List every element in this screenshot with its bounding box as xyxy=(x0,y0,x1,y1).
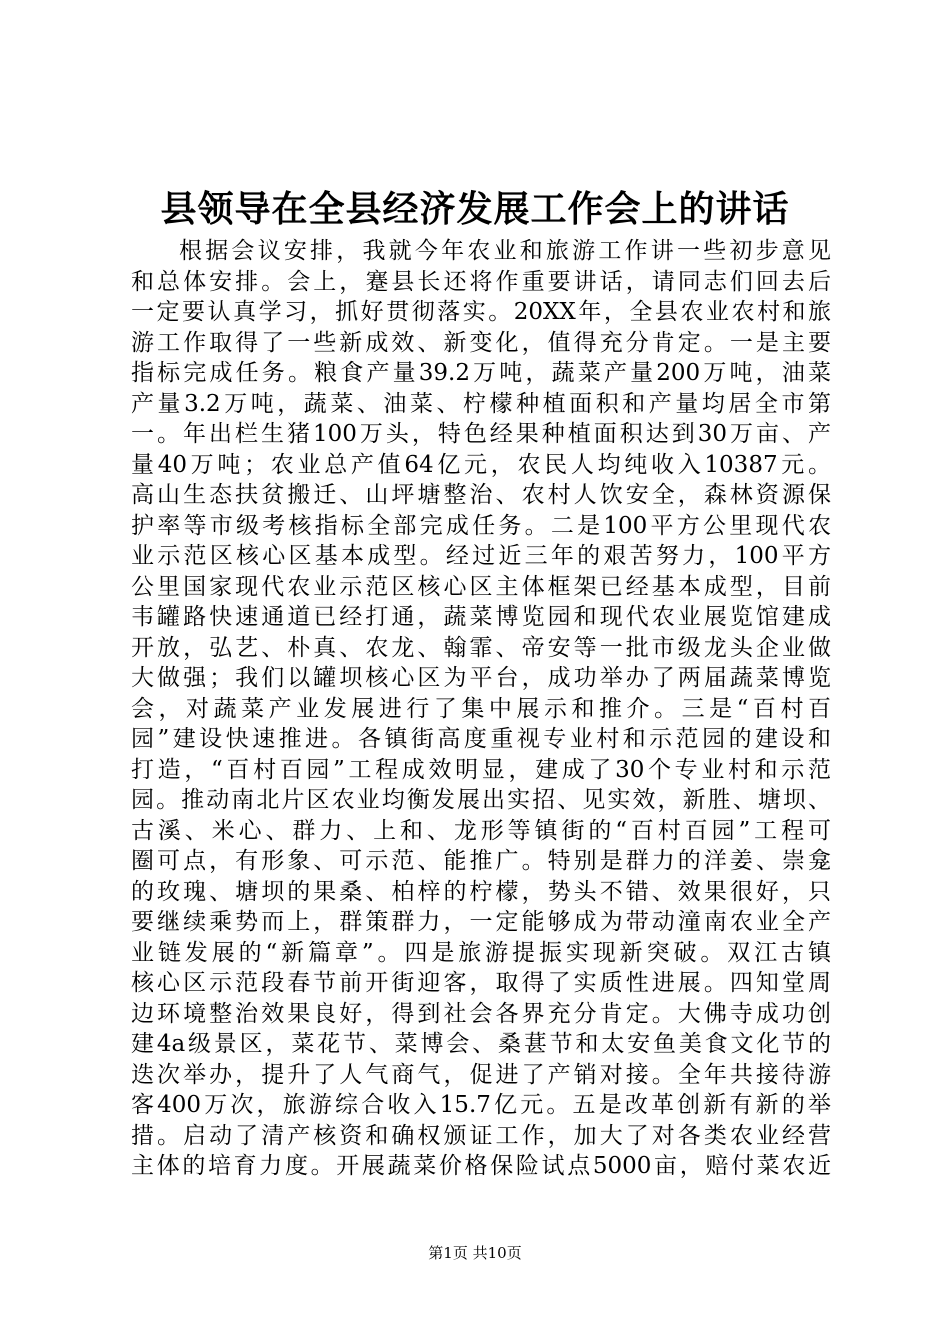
text-line: 大做强；我们以罐坝核心区为平台，成功举办了两届蔬菜博览 xyxy=(131,665,831,691)
text-line: 根据会议安排，我就今年农业和旅游工作讲一些初步意见 xyxy=(179,238,831,264)
text-line: 韦罐路快速通道已经打通，蔬菜博览园和现代农业展览馆建成 xyxy=(131,604,831,630)
text-line: 业示范区核心区基本成型。经过近三年的艰苦努力，100平方 xyxy=(131,543,831,569)
text-line: 游工作取得了一些新成效、新变化，值得充分肯定。一是主要 xyxy=(131,329,831,356)
page-title: 县领导在全县经济发展工作会上的讲话 xyxy=(160,189,790,230)
text-line: 圈可点，有形象、可示范、能推广。特别是群力的洋姜、崇龛 xyxy=(131,848,831,874)
text-line: 建4a级景区，菜花节、菜博会、桑葚节和太安鱼美食文化节的 xyxy=(131,1031,831,1057)
text-line: 主体的培育力度。开展蔬菜价格保险试点5000亩，赔付菜农近 xyxy=(131,1153,831,1179)
text-line: 园。推动南北片区农业均衡发展出实招、见实效，新胜、塘坝、 xyxy=(131,787,831,813)
text-line: 产量3.2万吨，蔬菜、油菜、柠檬种植面积和产量均居全市第 xyxy=(131,390,831,417)
text-line: 公里国家现代农业示范区核心区主体框架已经基本成型，目前 xyxy=(131,573,831,600)
text-line: 的玫瑰、塘坝的果桑、柏梓的柠檬，势头不错、效果很好，只 xyxy=(131,878,831,905)
text-line: 要继续乘势而上，群策群力，一定能够成为带动潼南农业全产 xyxy=(131,909,831,935)
text-line: 指标完成任务。粮食产量39.2万吨，蔬菜产量200万吨，油菜 xyxy=(131,360,831,386)
text-line: 客400万次，旅游综合收入15.7亿元。五是改革创新有新的举 xyxy=(131,1092,831,1118)
text-line: 量40万吨；农业总产值64亿元，农民人均纯收入10387元。 xyxy=(131,451,831,478)
text-line: 一。年出栏生猪100万头，特色经果种植面积达到30万亩、产 xyxy=(131,421,831,447)
text-line: 开放，弘艺、朴真、农龙、翰霏、帝安等一批市级龙头企业做 xyxy=(131,634,831,661)
text-line: 高山生态扶贫搬迁、山坪塘整治、农村人饮安全，森林资源保 xyxy=(131,482,831,508)
page-footer: 第1页 共10页 xyxy=(428,1244,522,1262)
text-line: 业链发展的“新篇章”。四是旅游提振实现新突破。双江古镇 xyxy=(131,939,831,966)
text-line: 会，对蔬菜产业发展进行了集中展示和推介。三是“百村百 xyxy=(131,695,831,722)
text-line: 核心区示范段春节前开街迎客，取得了实质性进展。四知堂周 xyxy=(131,970,831,996)
text-line: 一定要认真学习，抓好贯彻落实。20XX年，全县农业农村和旅 xyxy=(131,299,831,325)
text-line: 迭次举办，提升了人气商气，促进了产销对接。全年共接待游 xyxy=(131,1061,831,1088)
text-line: 古溪、米心、群力、上和、龙形等镇街的“百村百园”工程可 xyxy=(131,817,831,844)
text-line: 园”建设快速推进。各镇街高度重视专业村和示范园的建设和 xyxy=(131,726,831,752)
text-line: 措。启动了清产核资和确权颁证工作，加大了对各类农业经营 xyxy=(131,1122,831,1149)
text-line: 打造，“百村百园”工程成效明显，建成了30个专业村和示范 xyxy=(131,756,831,783)
text-line: 和总体安排。会上，蹇县长还将作重要讲话，请同志们回去后 xyxy=(131,268,831,295)
body-paragraph xyxy=(131,236,831,1182)
text-line: 护率等市级考核指标全部完成任务。二是100平方公里现代农 xyxy=(131,512,831,539)
text-line: 边环境整治效果良好，得到社会各界充分肯定。大佛寺成功创 xyxy=(131,1000,831,1027)
